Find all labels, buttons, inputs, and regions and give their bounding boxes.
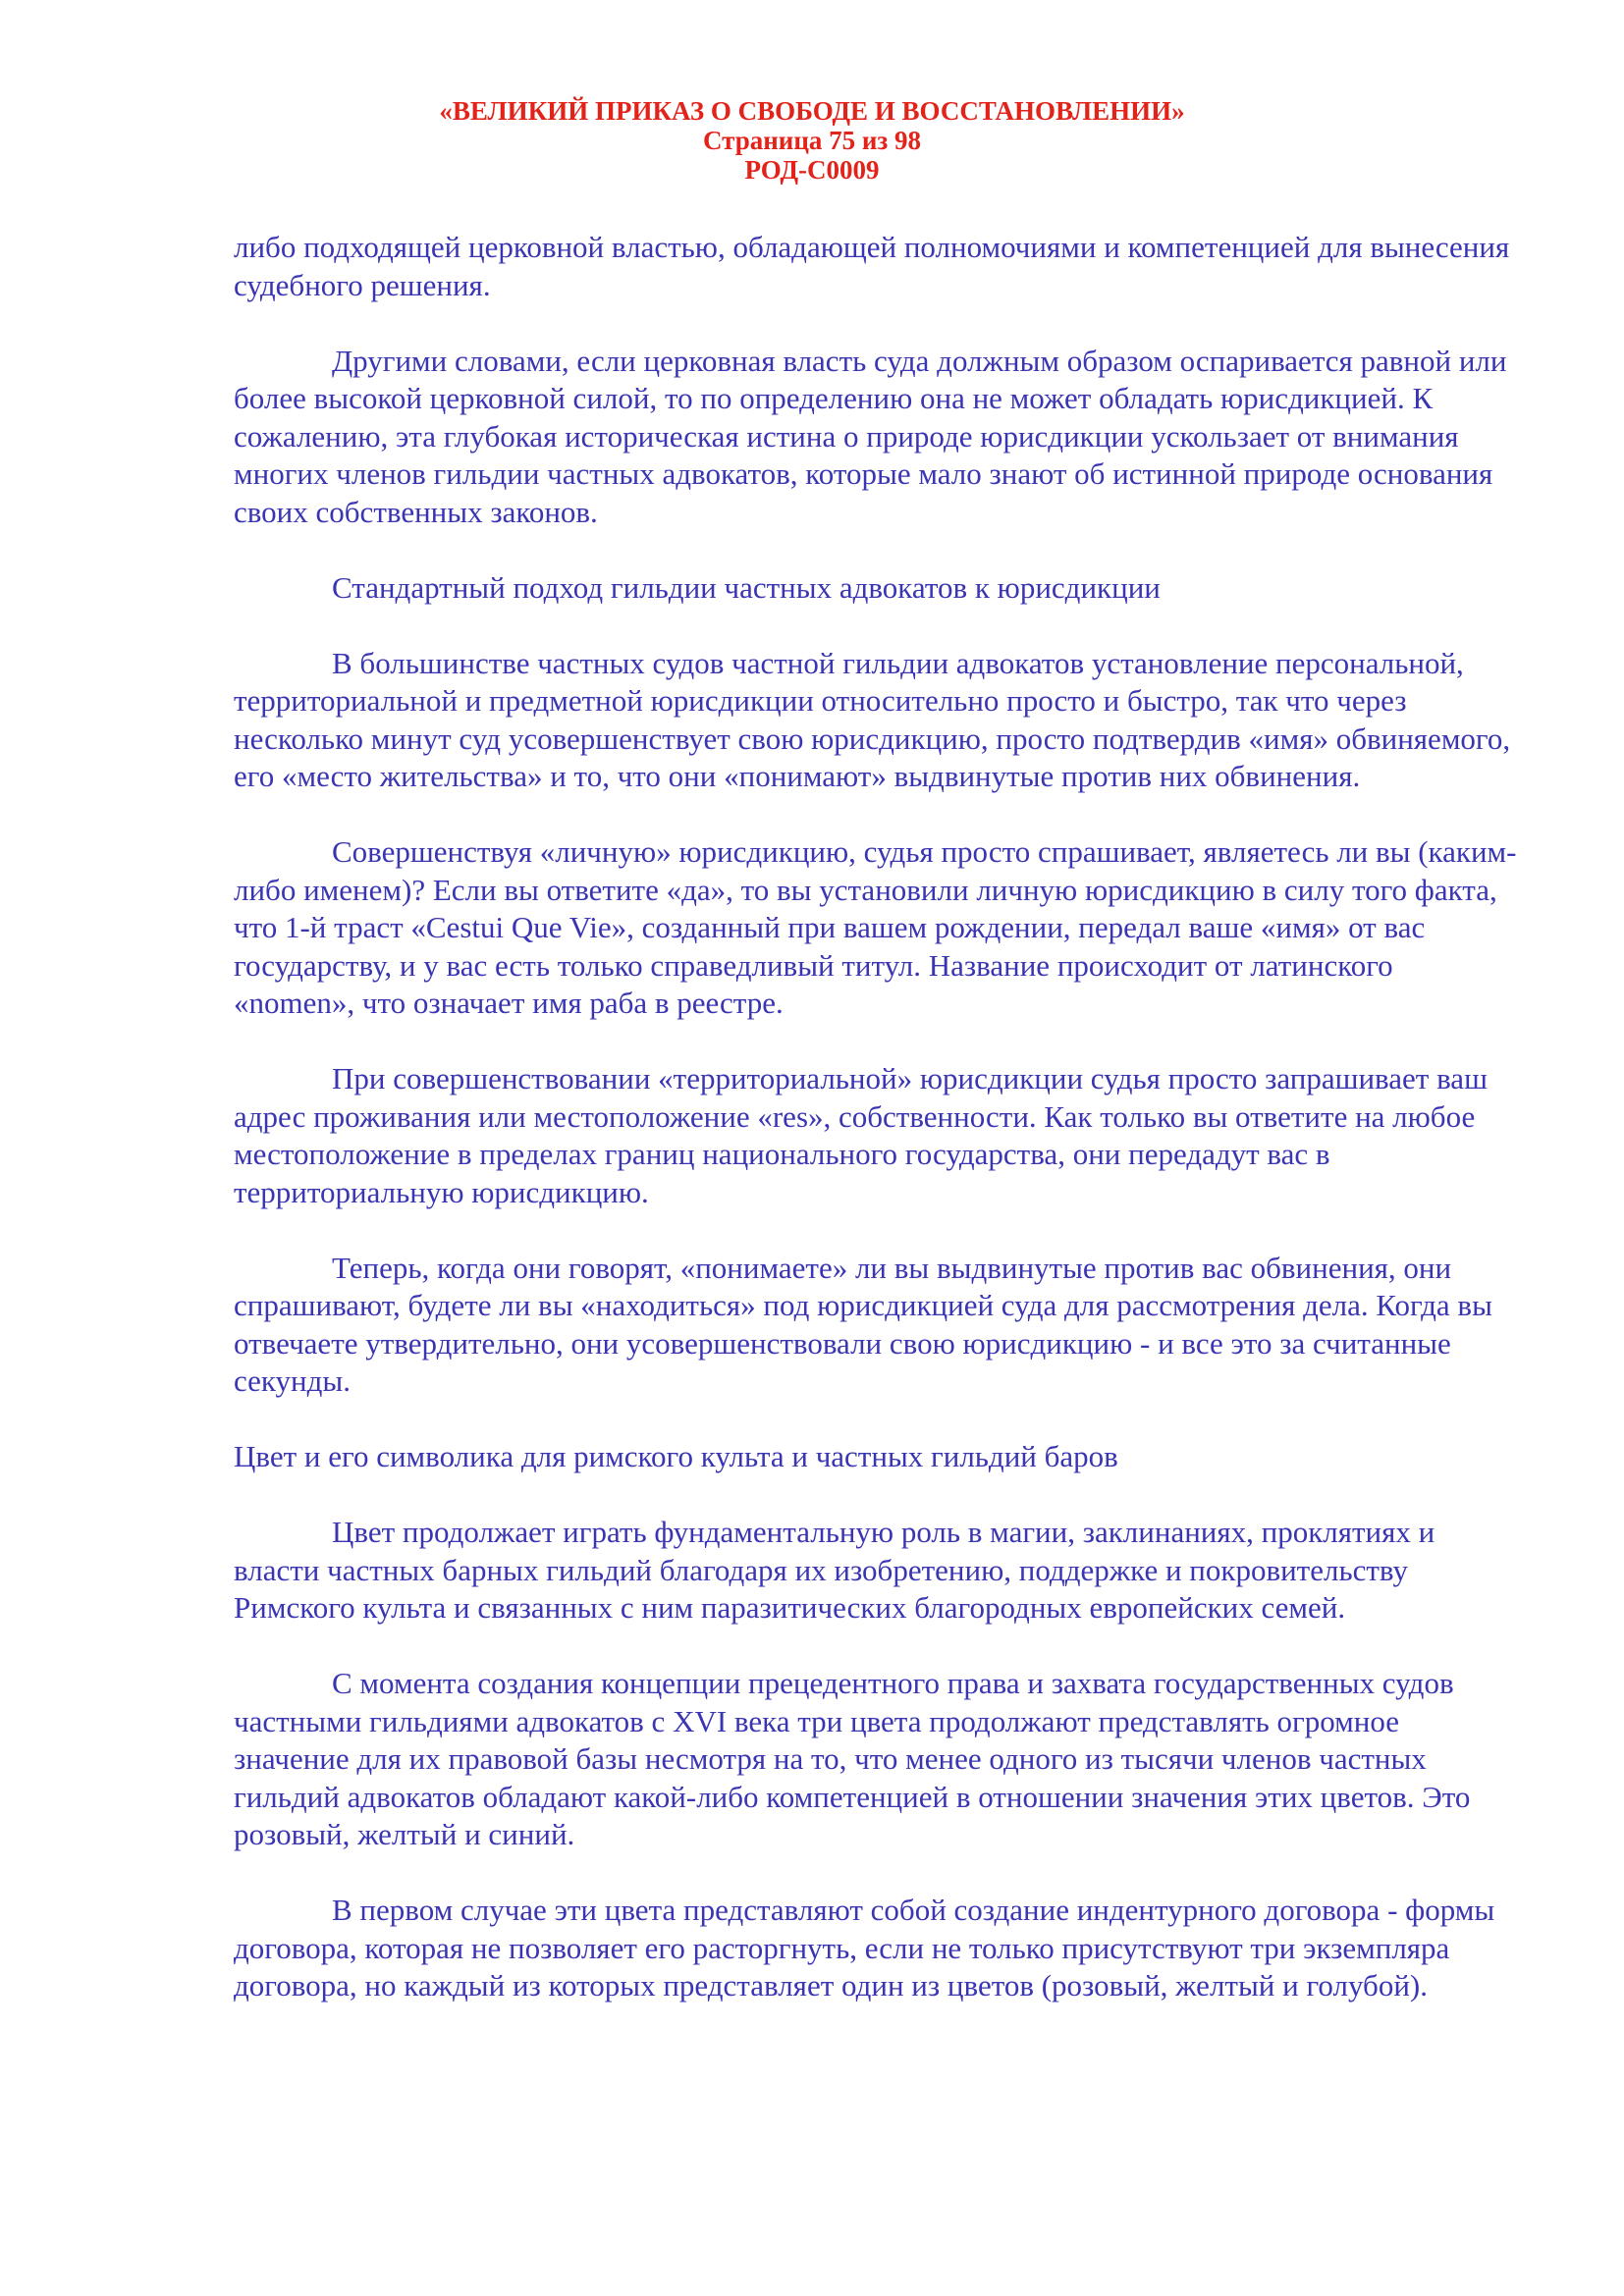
- paragraph: Другими словами, если церковная власть суда должным образом оспаривается равной или более высокой церковной силой, то по определению она не может обладать юрисдикцией. К сожалению, эта глубокая историческая истина о природе юрисдикции ускользает от внимания многих членов гильдии частных адвокатов, которые мало знают об истинной природе основания своих собственных законов.: [234, 343, 1507, 529]
- paragraph: В первом случае эти цвета представляют собой создание индентурного договора - формы договора, которая не позволяет его расторгнуть, если не только присутствуют три экземпляра договора, но каждый из которых представляет один из цветов (розовый, желтый и голубой).: [234, 1893, 1495, 2002]
- paragraph: В большинстве частных судов частной гильдии адвокатов установление персональной, территориальной и предметной юрисдикции относительно просто и быстро, так что через несколько минут суд усовершенствует свою юрисдикцию, просто подтвердив «имя» обвиняемого, его «место жительства» и то, что они «понимают» выдвинутые против них обвинения.: [234, 645, 1511, 793]
- paragraph: Теперь, когда они говорят, «понимаете» ли вы выдвинутые против вас обвинения, они спрашивают, будете ли вы «находиться» под юрисдикцией суда для рассмотрения дела. Когда вы отвечаете утвердительно, они усовершенствовали свою юрисдикцию - и все это за считанные секунды.: [234, 1250, 1492, 1398]
- page-number: Страница 75 из 98: [702, 126, 922, 155]
- section-heading: Цвет и его символика для римского культа и частных гильдий баров: [234, 1439, 1118, 1473]
- paragraph: С момента создания концепции прецедентного права и захвата государственных судов частными гильдиями адвокатов с XVI века три цвета продолжают представлять огромное значение для их правовой базы несмотря на то, что менее одного из тысячи членов частных гильдий адвокатов обладают какой-либо компетенцией в отношении значения этих цветов. Это розовый, желтый и синий.: [234, 1666, 1471, 1851]
- page-header: [0, 96, 1624, 185]
- section-heading: Стандартный подход гильдии частных адвокатов к юрисдикции: [332, 569, 1161, 605]
- document-code: РОД-С0009: [744, 155, 880, 185]
- document-body: [234, 229, 1520, 2043]
- paragraph: либо подходящей церковной властью, обладающей полномочиями и компетенцией для вынесения судебного решения.: [234, 230, 1510, 302]
- paragraph: Совершенствуя «личную» юрисдикцию, судья просто спрашивает, являетесь ли вы (каким-либо именем)? Если вы ответите «да», то вы установили личную юрисдикцию в силу того факта, что 1-й траст «Cestui Que Vie», созданный при вашем рождении, передал ваше «имя» от вас государству, и у вас есть только справедливый титул. Название происходит от латинского «nomen», что означает имя раба в реестре.: [234, 834, 1517, 1020]
- paragraph: Цвет продолжает играть фундаментальную роль в магии, заклинаниях, проклятиях и власти частных барных гильдий благодаря их изобретению, поддержке и покровительству Римского культа и связанных с ним паразитических благородных европейских семей.: [234, 1515, 1435, 1625]
- paragraph: При совершенствовании «территориальной» юрисдикции судья просто запрашивает ваш адрес проживания или местоположение «res», собственности. Как только вы ответите на любое местоположение в пределах границ национального государства, они передадут вас в территориальную юрисдикцию.: [234, 1061, 1488, 1209]
- document-title: «ВЕЛИКИЙ ПРИКАЗ О СВОБОДЕ И ВОССТАНОВЛЕНИИ»: [439, 96, 1185, 126]
